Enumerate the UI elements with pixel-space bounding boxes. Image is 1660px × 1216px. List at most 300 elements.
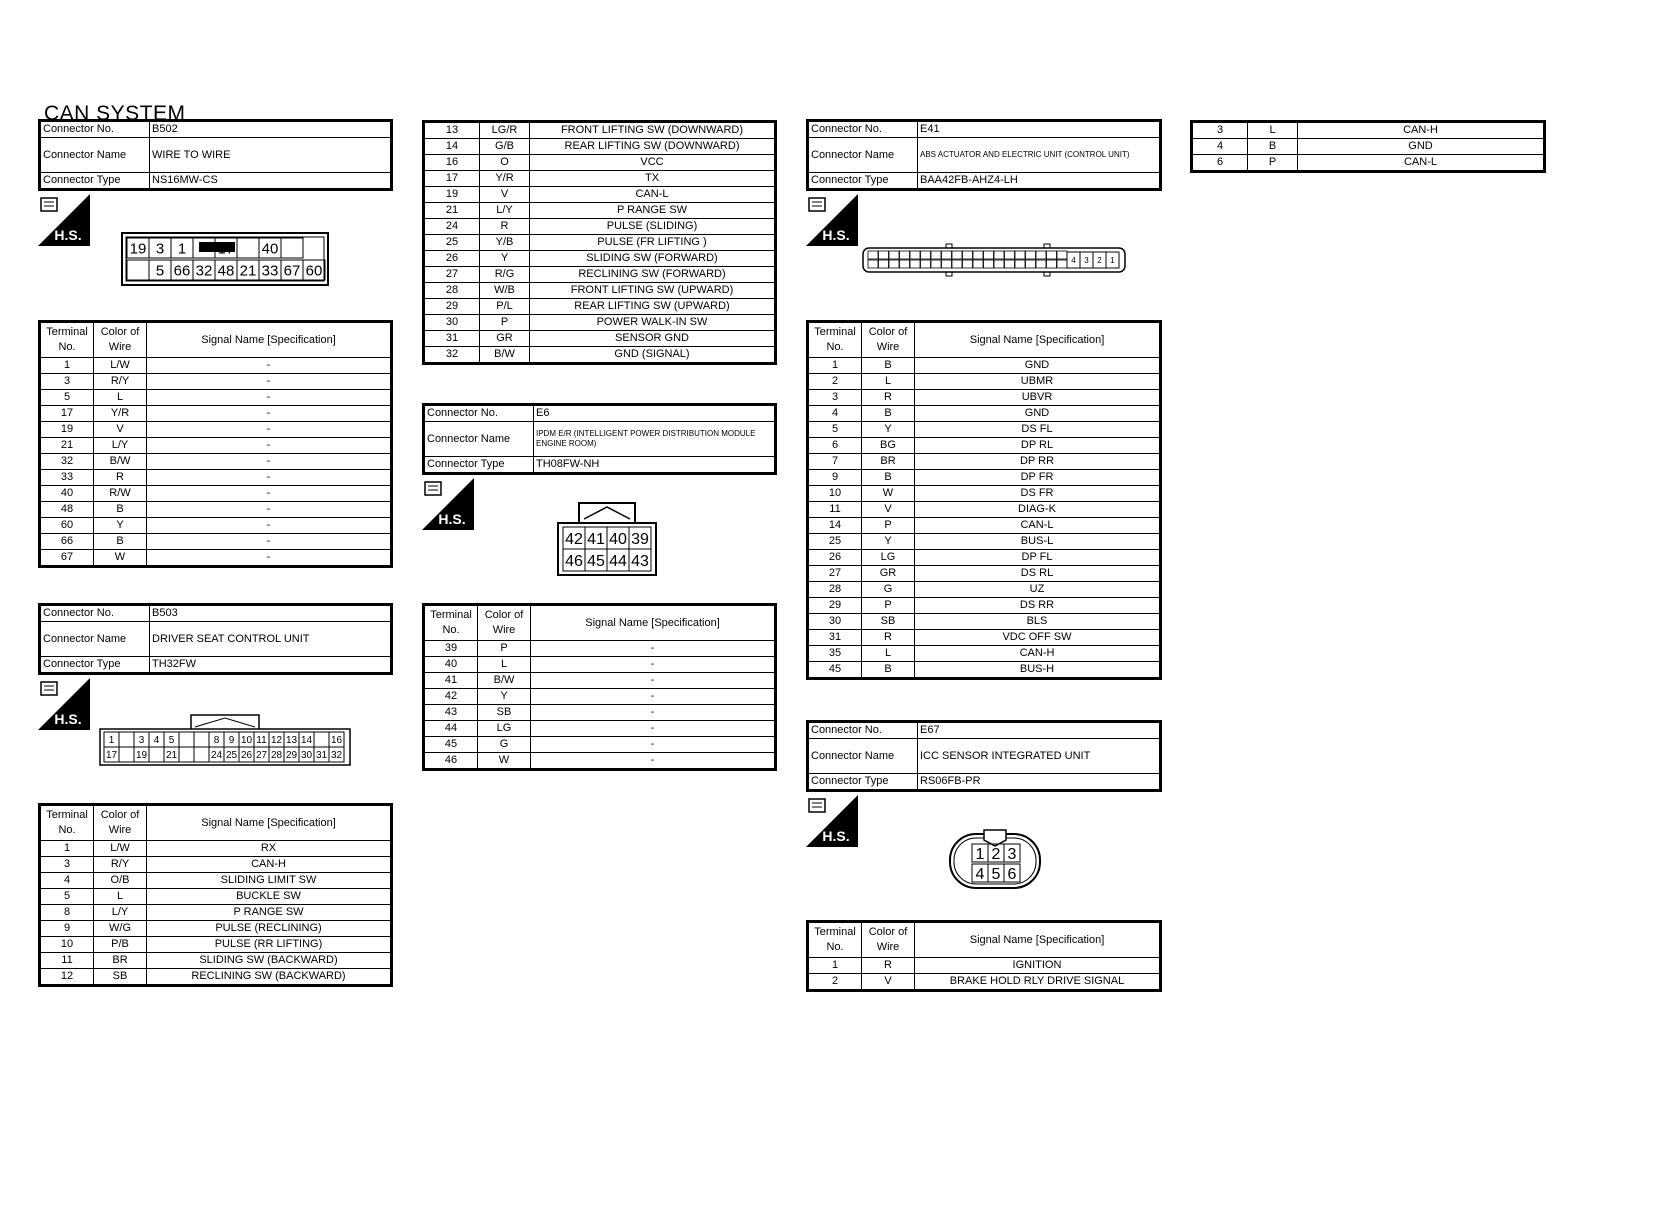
color-cell: LG xyxy=(862,550,915,566)
signal-cell: FRONT LIFTING SW (UPWARD) xyxy=(530,283,776,299)
terminal-cell: 30 xyxy=(808,614,862,630)
signal-cell: SLIDING SW (BACKWARD) xyxy=(147,953,392,969)
signal-cell: RECLINING SW (BACKWARD) xyxy=(147,969,392,986)
e6-connector-info xyxy=(422,403,777,475)
pin-label: 21 xyxy=(165,750,178,762)
e6-name: IPDM E/R (INTELLIGENT POWER DISTRIBUTION MODULE ENGINE ROOM) xyxy=(534,422,776,457)
signal-cell: UBVR xyxy=(915,390,1161,406)
pin-label: 30 xyxy=(300,750,313,762)
table-row xyxy=(808,582,1161,598)
color-cell: G xyxy=(478,737,531,753)
terminal-cell: 10 xyxy=(40,937,94,953)
pin-label: 39 xyxy=(631,530,649,548)
terminal-cell: 14 xyxy=(808,518,862,534)
signal-cell: BUS-L xyxy=(915,534,1161,550)
table-row xyxy=(424,122,776,139)
label-connector-name: Connector Name xyxy=(808,138,918,173)
table-row xyxy=(40,438,392,454)
signal-cell: BRAKE HOLD RLY DRIVE SIGNAL xyxy=(915,974,1161,991)
b503-no: B503 xyxy=(150,605,392,622)
pin-label: 40 xyxy=(261,240,279,258)
table-row xyxy=(424,315,776,331)
signal-cell: - xyxy=(531,753,776,770)
pin-label: 17 xyxy=(105,750,118,762)
table-row xyxy=(808,374,1161,390)
table-row xyxy=(40,470,392,486)
pin-label: 67 xyxy=(283,262,301,280)
pin-label: 3 xyxy=(155,240,165,258)
header-terminal: Terminal No. xyxy=(40,805,94,841)
color-cell: O/B xyxy=(94,873,147,889)
b502-no: B502 xyxy=(150,121,392,138)
terminal-cell: 33 xyxy=(40,470,94,486)
pin-label: 5 xyxy=(155,262,165,280)
terminal-cell: 60 xyxy=(40,518,94,534)
label-connector-no: Connector No. xyxy=(40,605,150,622)
color-cell: Y/R xyxy=(94,406,147,422)
color-cell: R/W xyxy=(94,486,147,502)
pin-label: 25 xyxy=(225,750,238,762)
terminal-cell: 16 xyxy=(424,155,480,171)
color-cell: V xyxy=(862,502,915,518)
color-cell: B xyxy=(862,470,915,486)
pin-label: 5 xyxy=(991,865,1001,883)
signal-cell: - xyxy=(147,550,392,567)
color-cell: R xyxy=(862,958,915,974)
signal-cell: BLS xyxy=(915,614,1161,630)
e41-no: E41 xyxy=(918,121,1161,138)
pin-label: 19 xyxy=(135,750,148,762)
terminal-cell: 8 xyxy=(40,905,94,921)
pin-label: 4 xyxy=(1071,255,1076,265)
hs-connector-icon xyxy=(806,194,858,246)
signal-cell: CAN-L xyxy=(530,187,776,203)
signal-cell: TX xyxy=(530,171,776,187)
pin-label: 46 xyxy=(565,552,583,570)
color-cell: GR xyxy=(862,566,915,582)
table-row xyxy=(40,905,392,921)
signal-cell: POWER WALK-IN SW xyxy=(530,315,776,331)
terminal-cell: 3 xyxy=(40,857,94,873)
color-cell: B xyxy=(862,662,915,679)
pin-label: 66 xyxy=(173,262,191,280)
pin-label: 3 xyxy=(1084,255,1089,265)
color-cell: Y xyxy=(478,689,531,705)
color-cell: V xyxy=(480,187,530,203)
signal-cell: GND (SIGNAL) xyxy=(530,347,776,364)
color-cell: B/W xyxy=(94,454,147,470)
signal-cell: - xyxy=(147,390,392,406)
table-row xyxy=(40,841,392,857)
header-terminal: Terminal No. xyxy=(808,922,862,958)
signal-cell: VCC xyxy=(530,155,776,171)
color-cell: P xyxy=(862,518,915,534)
color-cell: BR xyxy=(862,454,915,470)
table-row xyxy=(40,502,392,518)
signal-cell: UBMR xyxy=(915,374,1161,390)
terminal-cell: 31 xyxy=(808,630,862,646)
pin-label: 60 xyxy=(305,262,323,280)
signal-cell: - xyxy=(147,534,392,550)
b502-connector-diagram xyxy=(121,232,329,291)
terminal-cell: 5 xyxy=(40,889,94,905)
color-cell: R xyxy=(480,219,530,235)
color-cell: B xyxy=(862,406,915,422)
color-cell: R/Y xyxy=(94,374,147,390)
b502-connector-info xyxy=(38,119,393,191)
signal-cell: - xyxy=(147,454,392,470)
pin-label: 44 xyxy=(609,552,627,570)
color-cell: B/W xyxy=(480,347,530,364)
header-color: Color of Wire xyxy=(478,605,531,641)
table-row xyxy=(424,187,776,203)
hs-connector-icon xyxy=(38,194,90,246)
table-row xyxy=(808,566,1161,582)
signal-cell: DP RR xyxy=(915,454,1161,470)
color-cell: Y/R xyxy=(480,171,530,187)
table-row xyxy=(1192,155,1545,172)
color-cell: P xyxy=(862,598,915,614)
signal-cell: PULSE (FR LIFTING ) xyxy=(530,235,776,251)
b502-terminal-table xyxy=(38,320,393,568)
terminal-cell: 44 xyxy=(424,721,478,737)
color-cell: B xyxy=(94,534,147,550)
terminal-cell: 14 xyxy=(424,139,480,155)
table-row xyxy=(424,267,776,283)
signal-cell: RECLINING SW (FORWARD) xyxy=(530,267,776,283)
e67-connector-info xyxy=(806,720,1162,792)
label-connector-name: Connector Name xyxy=(40,622,150,657)
e41-type: BAA42FB-AHZ4-LH xyxy=(918,173,1161,190)
color-cell: P xyxy=(1248,155,1298,172)
color-cell: LG xyxy=(478,721,531,737)
pin-label: 14 xyxy=(300,735,313,747)
signal-cell: RX xyxy=(147,841,392,857)
signal-cell: BUCKLE SW xyxy=(147,889,392,905)
terminal-cell: 45 xyxy=(424,737,478,753)
hs-connector-icon xyxy=(422,478,474,530)
pin-label: 2 xyxy=(1097,255,1102,265)
pin-label: 31 xyxy=(315,750,328,762)
signal-cell: PULSE (SLIDING) xyxy=(530,219,776,235)
label-connector-no: Connector No. xyxy=(40,121,150,138)
terminal-cell: 25 xyxy=(424,235,480,251)
hs-label: H.S. xyxy=(822,227,850,243)
terminal-cell: 11 xyxy=(808,502,862,518)
table-row xyxy=(1192,122,1545,139)
color-cell: R/G xyxy=(480,267,530,283)
pin-label: 6 xyxy=(1007,865,1017,883)
signal-cell: SLIDING SW (FORWARD) xyxy=(530,251,776,267)
signal-cell: CAN-L xyxy=(915,518,1161,534)
hs-label: H.S. xyxy=(438,511,466,527)
terminal-cell: 40 xyxy=(424,657,478,673)
terminal-cell: 9 xyxy=(808,470,862,486)
color-cell: GR xyxy=(480,331,530,347)
table-row xyxy=(808,470,1161,486)
header-signal: Signal Name [Specification] xyxy=(531,605,776,641)
b502-name: WIRE TO WIRE xyxy=(150,138,392,173)
table-row xyxy=(808,518,1161,534)
signal-cell: DP FL xyxy=(915,550,1161,566)
color-cell: B xyxy=(862,358,915,374)
e6-terminal-table xyxy=(422,603,777,771)
color-cell: BG xyxy=(862,438,915,454)
signal-cell: PULSE (RR LIFTING) xyxy=(147,937,392,953)
color-cell: L xyxy=(862,374,915,390)
color-cell: L xyxy=(1248,122,1298,139)
table-row xyxy=(424,283,776,299)
color-cell: B/W xyxy=(478,673,531,689)
color-cell: V xyxy=(862,974,915,991)
color-cell: L/W xyxy=(94,358,147,374)
table-row xyxy=(424,737,776,753)
terminal-cell: 1 xyxy=(40,841,94,857)
terminal-cell: 3 xyxy=(808,390,862,406)
color-cell: P xyxy=(480,315,530,331)
table-row xyxy=(424,705,776,721)
terminal-cell: 39 xyxy=(424,641,478,657)
signal-cell: - xyxy=(531,737,776,753)
table-row xyxy=(808,974,1161,991)
terminal-cell: 27 xyxy=(808,566,862,582)
color-cell: Y xyxy=(480,251,530,267)
terminal-cell: 66 xyxy=(40,534,94,550)
pin-label: 33 xyxy=(261,262,279,280)
color-cell: P xyxy=(478,641,531,657)
e67-connector-diagram xyxy=(948,826,1044,895)
terminal-cell: 41 xyxy=(424,673,478,689)
table-row xyxy=(40,550,392,567)
terminal-cell: 67 xyxy=(40,550,94,567)
table-row xyxy=(424,641,776,657)
signal-cell: DS RL xyxy=(915,566,1161,582)
table-row xyxy=(424,331,776,347)
e41-terminal-table xyxy=(806,320,1162,680)
e67-no: E67 xyxy=(918,722,1161,739)
table-row xyxy=(808,646,1161,662)
terminal-cell: 25 xyxy=(808,534,862,550)
terminal-cell: 10 xyxy=(808,486,862,502)
hs-label: H.S. xyxy=(54,227,82,243)
terminal-cell: 42 xyxy=(424,689,478,705)
color-cell: L xyxy=(478,657,531,673)
label-connector-type: Connector Type xyxy=(424,457,534,474)
terminal-cell: 28 xyxy=(424,283,480,299)
signal-cell: DS FL xyxy=(915,422,1161,438)
table-row xyxy=(808,390,1161,406)
b503-connector-diagram xyxy=(99,713,351,772)
terminal-cell: 45 xyxy=(808,662,862,679)
signal-cell: BUS-H xyxy=(915,662,1161,679)
pin-label: 43 xyxy=(631,552,649,570)
header-signal: Signal Name [Specification] xyxy=(915,922,1161,958)
terminal-cell: 28 xyxy=(808,582,862,598)
terminal-cell: 17 xyxy=(40,406,94,422)
label-connector-name: Connector Name xyxy=(424,422,534,457)
signal-cell: - xyxy=(531,673,776,689)
e67-name: ICC SENSOR INTEGRATED UNIT xyxy=(918,739,1161,774)
terminal-cell: 13 xyxy=(424,122,480,139)
pin-label: 24 xyxy=(210,750,223,762)
pin-label: 12 xyxy=(270,735,283,747)
table-row xyxy=(424,721,776,737)
terminal-cell: 32 xyxy=(424,347,480,364)
pin-label: 45 xyxy=(587,552,605,570)
b503-connector-info xyxy=(38,603,393,675)
color-cell: LG/R xyxy=(480,122,530,139)
table-row xyxy=(424,155,776,171)
table-row xyxy=(424,203,776,219)
terminal-cell: 2 xyxy=(808,374,862,390)
color-cell: L/W xyxy=(94,841,147,857)
header-terminal: Terminal No. xyxy=(40,322,94,358)
signal-cell: GND xyxy=(1298,139,1545,155)
pin-label: 8 xyxy=(213,735,220,747)
terminal-cell: 2 xyxy=(808,974,862,991)
pin-label: 26 xyxy=(240,750,253,762)
signal-cell: - xyxy=(531,721,776,737)
signal-cell: FRONT LIFTING SW (DOWNWARD) xyxy=(530,122,776,139)
terminal-cell: 3 xyxy=(1192,122,1248,139)
table-row xyxy=(808,534,1161,550)
b503-terminal-table xyxy=(38,803,393,987)
table-row xyxy=(40,486,392,502)
pin-label: 1 xyxy=(975,845,985,863)
signal-cell: UZ xyxy=(915,582,1161,598)
table-row xyxy=(424,347,776,364)
pin-label: 29 xyxy=(285,750,298,762)
color-cell: W xyxy=(94,550,147,567)
e67-type: RS06FB-PR xyxy=(918,774,1161,791)
e67-terminal-table-continued xyxy=(1190,120,1546,173)
pin-label: 19 xyxy=(129,240,147,258)
e41-name: ABS ACTUATOR AND ELECTRIC UNIT (CONTROL UNIT) xyxy=(918,138,1161,173)
signal-cell: REAR LIFTING SW (DOWNWARD) xyxy=(530,139,776,155)
table-row xyxy=(1192,139,1545,155)
color-cell: BR xyxy=(94,953,147,969)
b503-name: DRIVER SEAT CONTROL UNIT xyxy=(150,622,392,657)
color-cell: G/B xyxy=(480,139,530,155)
table-row xyxy=(424,139,776,155)
signal-cell: CAN-H xyxy=(1298,122,1545,139)
terminal-cell: 29 xyxy=(808,598,862,614)
pin-label: 9 xyxy=(228,735,235,747)
terminal-cell: 19 xyxy=(424,187,480,203)
table-row xyxy=(40,937,392,953)
hs-label: H.S. xyxy=(822,828,850,844)
color-cell: V xyxy=(94,422,147,438)
e67-terminal-table xyxy=(806,920,1162,992)
signal-cell: - xyxy=(531,705,776,721)
hs-label: H.S. xyxy=(54,711,82,727)
table-row xyxy=(808,502,1161,518)
table-row xyxy=(424,251,776,267)
signal-cell: SLIDING LIMIT SW xyxy=(147,873,392,889)
hs-connector-icon xyxy=(806,795,858,847)
color-cell: O xyxy=(480,155,530,171)
terminal-cell: 24 xyxy=(424,219,480,235)
table-row xyxy=(808,422,1161,438)
color-cell: Y xyxy=(862,422,915,438)
table-row xyxy=(424,657,776,673)
signal-cell: REAR LIFTING SW (UPWARD) xyxy=(530,299,776,315)
terminal-cell: 5 xyxy=(40,390,94,406)
table-row xyxy=(808,406,1161,422)
terminal-cell: 21 xyxy=(40,438,94,454)
table-row xyxy=(424,235,776,251)
color-cell: B xyxy=(94,502,147,518)
header-signal: Signal Name [Specification] xyxy=(147,322,392,358)
header-color: Color of Wire xyxy=(94,805,147,841)
e41-connector-info xyxy=(806,119,1162,191)
terminal-cell: 31 xyxy=(424,331,480,347)
signal-cell: CAN-L xyxy=(1298,155,1545,172)
table-row xyxy=(808,958,1161,974)
color-cell: W/B xyxy=(480,283,530,299)
color-cell: L xyxy=(94,390,147,406)
color-cell: B xyxy=(1248,139,1298,155)
signal-cell: CAN-H xyxy=(915,646,1161,662)
color-cell: Y xyxy=(94,518,147,534)
signal-cell: DS RR xyxy=(915,598,1161,614)
hs-connector-icon xyxy=(38,678,90,730)
color-cell: L xyxy=(862,646,915,662)
color-cell: SB xyxy=(478,705,531,721)
header-color: Color of Wire xyxy=(862,322,915,358)
pin-label: 32 xyxy=(195,262,213,280)
color-cell: W/G xyxy=(94,921,147,937)
terminal-cell: 32 xyxy=(40,454,94,470)
terminal-cell: 35 xyxy=(808,646,862,662)
header-signal: Signal Name [Specification] xyxy=(915,322,1161,358)
table-row xyxy=(808,550,1161,566)
pin-label: 4 xyxy=(153,735,160,747)
signal-cell: GND xyxy=(915,406,1161,422)
table-row xyxy=(40,358,392,374)
signal-cell: VDC OFF SW xyxy=(915,630,1161,646)
header-color: Color of Wire xyxy=(94,322,147,358)
label-connector-type: Connector Type xyxy=(40,657,150,674)
color-cell: SB xyxy=(862,614,915,630)
label-connector-type: Connector Type xyxy=(808,774,918,791)
signal-cell: SENSOR GND xyxy=(530,331,776,347)
signal-cell: PULSE (RECLINING) xyxy=(147,921,392,937)
terminal-cell: 11 xyxy=(40,953,94,969)
terminal-cell: 1 xyxy=(808,358,862,374)
color-cell: SB xyxy=(94,969,147,986)
terminal-cell: 9 xyxy=(40,921,94,937)
color-cell: L/Y xyxy=(94,905,147,921)
pin-label: 28 xyxy=(270,750,283,762)
table-row xyxy=(40,953,392,969)
color-cell: L/Y xyxy=(94,438,147,454)
signal-cell: DIAG-K xyxy=(915,502,1161,518)
terminal-cell: 21 xyxy=(424,203,480,219)
pin-label: 3 xyxy=(1007,845,1017,863)
pin-label: 41 xyxy=(587,530,605,548)
e41-connector-diagram xyxy=(862,242,1128,283)
table-row xyxy=(40,518,392,534)
signal-cell: - xyxy=(147,374,392,390)
label-connector-no: Connector No. xyxy=(424,405,534,422)
pin-label: 27 xyxy=(255,750,268,762)
header-terminal: Terminal No. xyxy=(808,322,862,358)
color-cell: R xyxy=(862,390,915,406)
table-row xyxy=(424,171,776,187)
pin-label: 42 xyxy=(565,530,583,548)
table-row xyxy=(424,753,776,770)
